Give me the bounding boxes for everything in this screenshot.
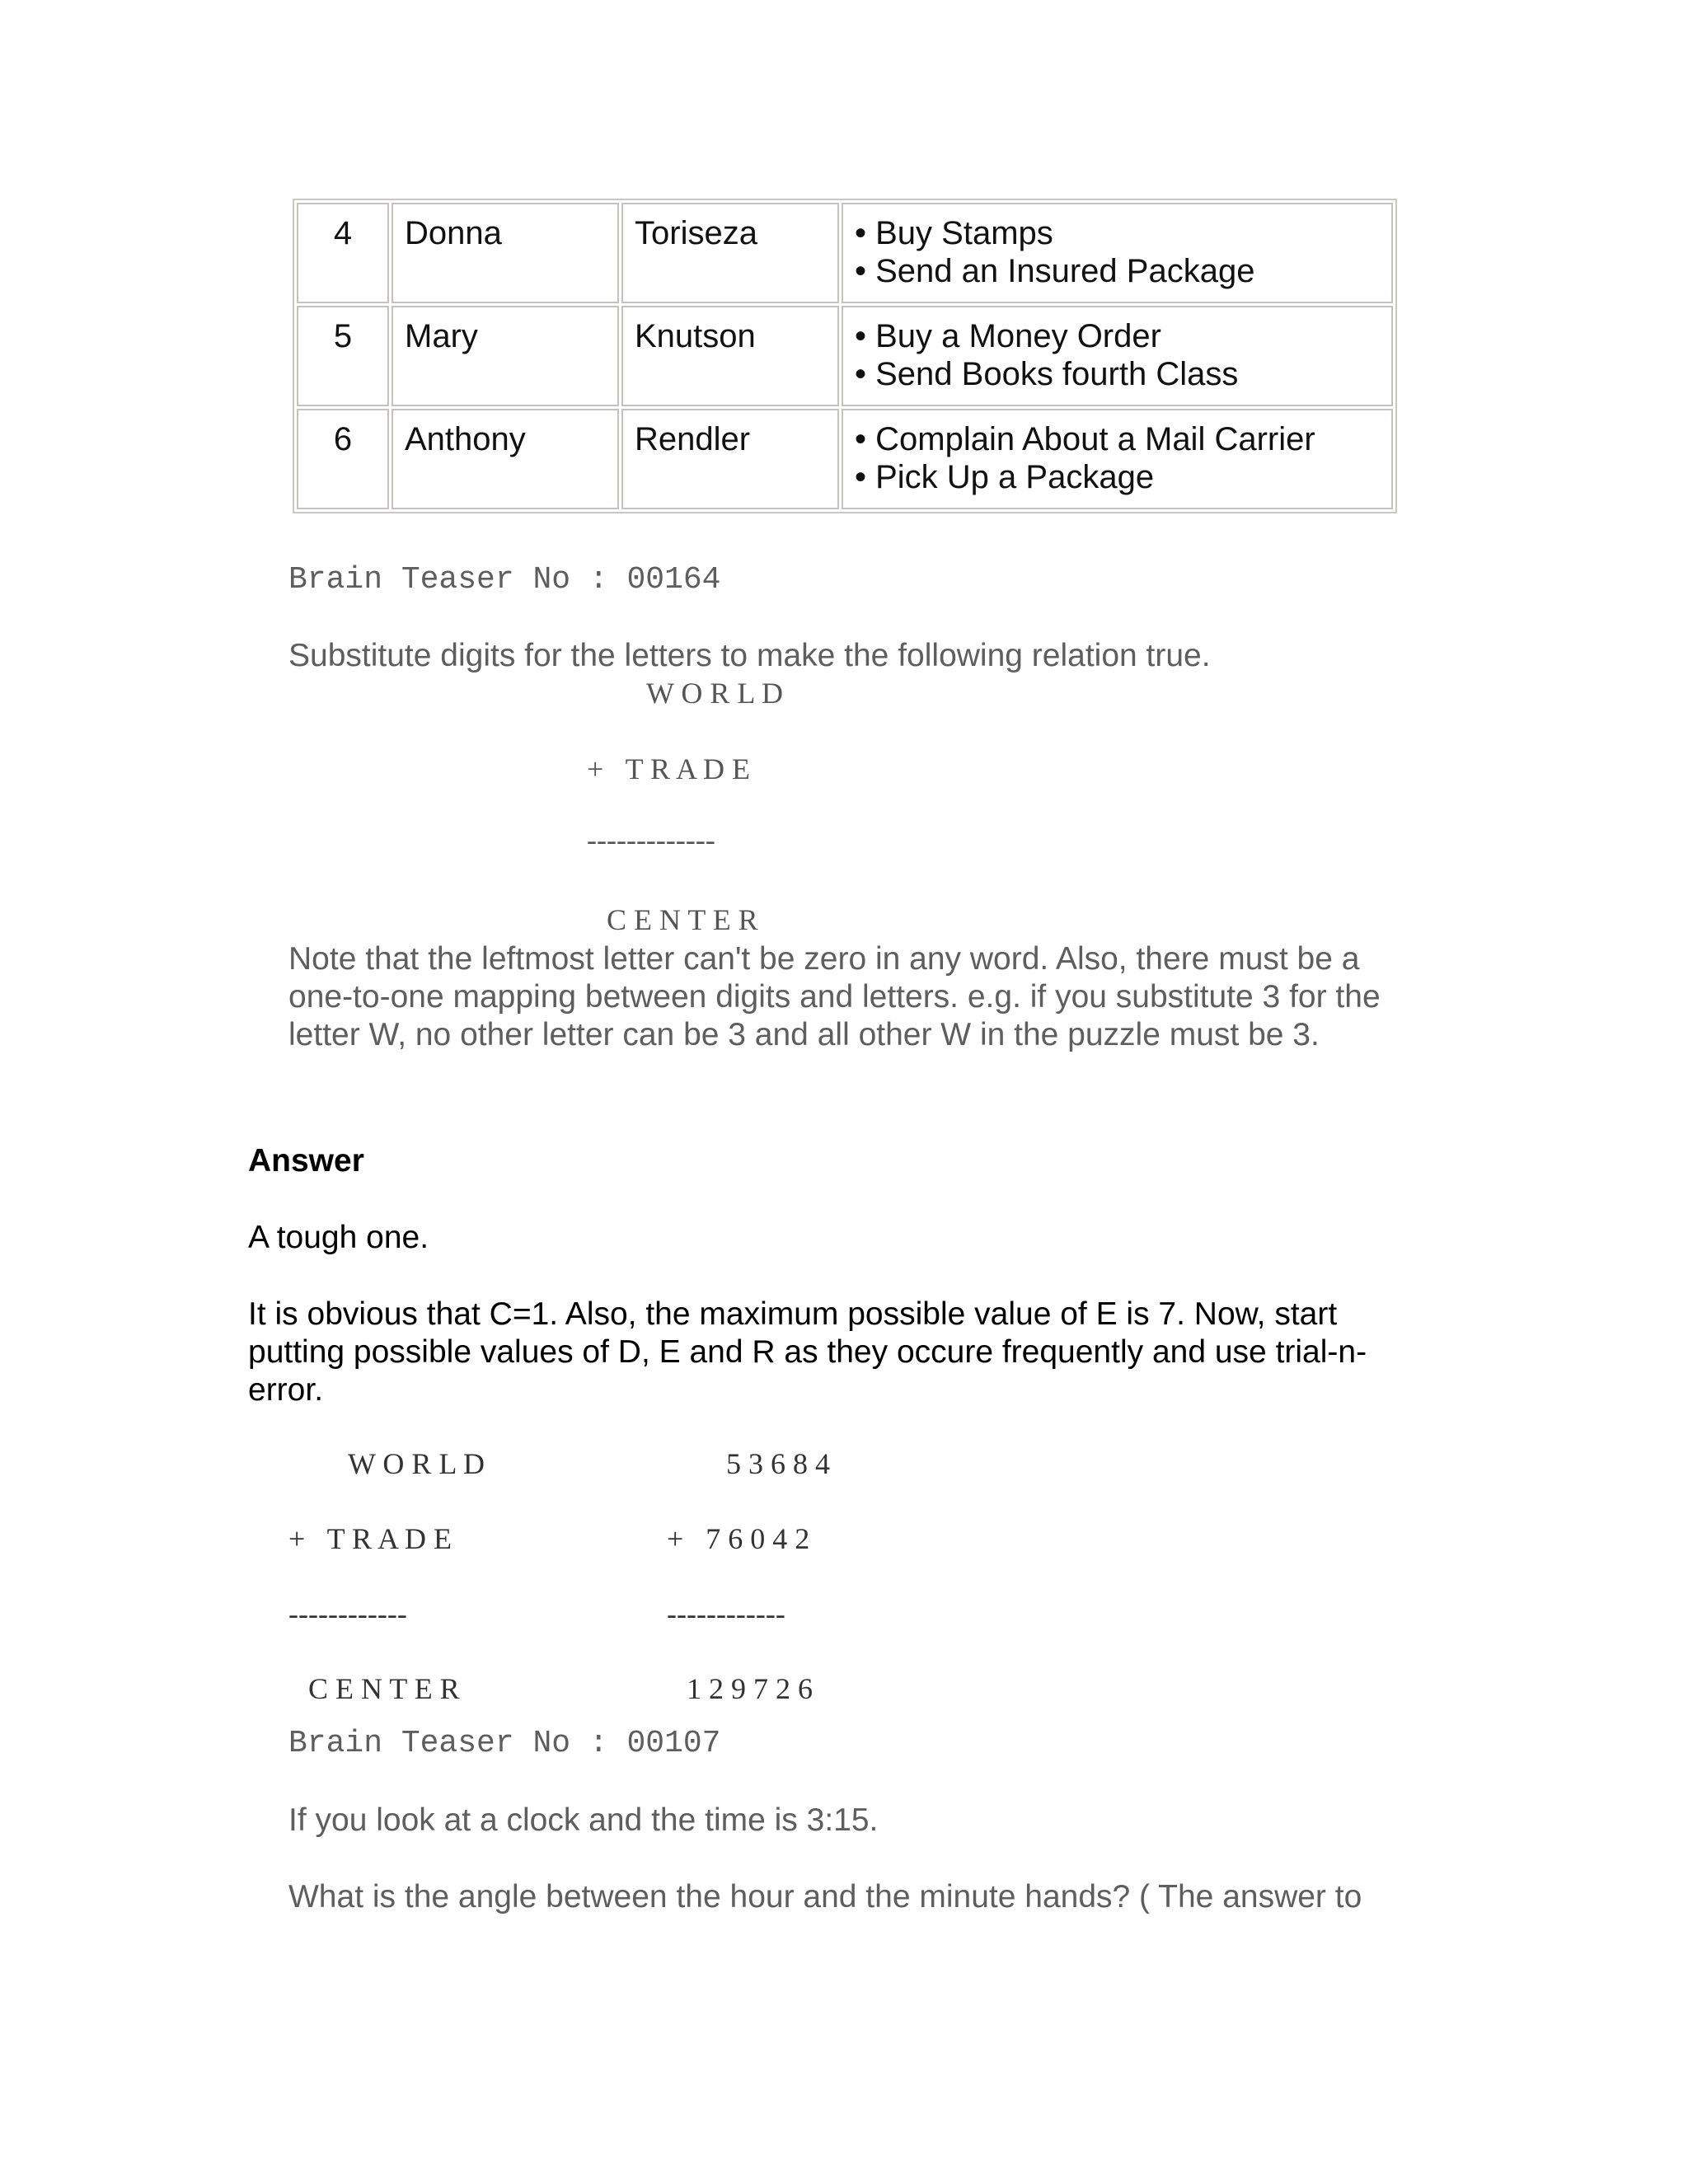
teaser-line: If you look at a clock and the time is 3:15. — [288, 1802, 879, 1838]
table-row — [297, 203, 1393, 303]
table-row — [297, 306, 1393, 406]
puzzle-divider: ------------- — [587, 823, 715, 856]
row-number: 4 — [297, 203, 389, 303]
teaser-label: Brain Teaser No : 00107 — [288, 1726, 721, 1761]
task-item: • Send Books fourth Class — [855, 356, 1239, 392]
puzzle-line-world: W O R L D — [646, 677, 783, 710]
note-line: one-to-one mapping between digits and letters. e.g. if you substitute 3 for the — [288, 979, 1381, 1015]
first-name: Donna — [392, 203, 619, 303]
answer-explain-line: putting possible values of D, E and R as they occure frequently and use trial-n- — [248, 1334, 1367, 1370]
answer-explain-line: error. — [248, 1372, 324, 1408]
last-name: Toriseza — [621, 203, 839, 303]
answer-left-world: W O R L D — [348, 1447, 485, 1480]
row-number: 6 — [297, 409, 389, 509]
puzzle-line-center: C E N T E R — [607, 903, 758, 936]
answer-right-trade: + 7 6 0 4 2 — [667, 1522, 810, 1555]
answer-right-center: 1 2 9 7 2 6 — [687, 1672, 813, 1705]
answer-right-world: 5 3 6 8 4 — [726, 1447, 830, 1480]
answer-explain-line: It is obvious that C=1. Also, the maximum possible value of E is 7. Now, start — [248, 1296, 1338, 1332]
answer-left-trade: + T R A D E — [288, 1522, 452, 1555]
puzzle-line-trade: + T R A D E — [587, 752, 751, 785]
task-item: • Buy a Money Order — [855, 318, 1161, 354]
answer-intro: A tough one. — [248, 1220, 429, 1255]
tasks-cell — [842, 409, 1393, 509]
first-name: Anthony — [392, 409, 619, 509]
teaser-label: Brain Teaser No : 00164 — [288, 562, 721, 598]
row-number: 5 — [297, 306, 389, 406]
answer-heading: Answer — [248, 1143, 364, 1179]
task-item: • Buy Stamps — [855, 215, 1053, 251]
people-table — [293, 199, 1397, 513]
tasks-cell — [842, 203, 1393, 303]
task-item: • Send an Insured Package — [855, 253, 1255, 289]
last-name: Knutson — [621, 306, 839, 406]
tasks-cell — [842, 306, 1393, 406]
table-row — [297, 409, 1393, 509]
teaser-prompt: Substitute digits for the letters to make the following relation true. — [288, 638, 1211, 673]
answer-right-divider: ------------ — [667, 1597, 785, 1630]
note-line: letter W, no other letter can be 3 and all other W in the puzzle must be 3. — [288, 1017, 1320, 1052]
task-item: • Pick Up a Package — [855, 459, 1155, 495]
task-item: • Complain About a Mail Carrier — [855, 421, 1315, 457]
note-line: Note that the leftmost letter can't be zero in any word. Also, there must be a — [288, 941, 1360, 977]
teaser-line: What is the angle between the hour and the minute hands? ( The answer to — [288, 1879, 1362, 1915]
answer-left-center: C E N T E R — [308, 1672, 460, 1705]
last-name: Rendler — [621, 409, 839, 509]
answer-left-divider: ------------ — [288, 1597, 407, 1630]
first-name: Mary — [392, 306, 619, 406]
